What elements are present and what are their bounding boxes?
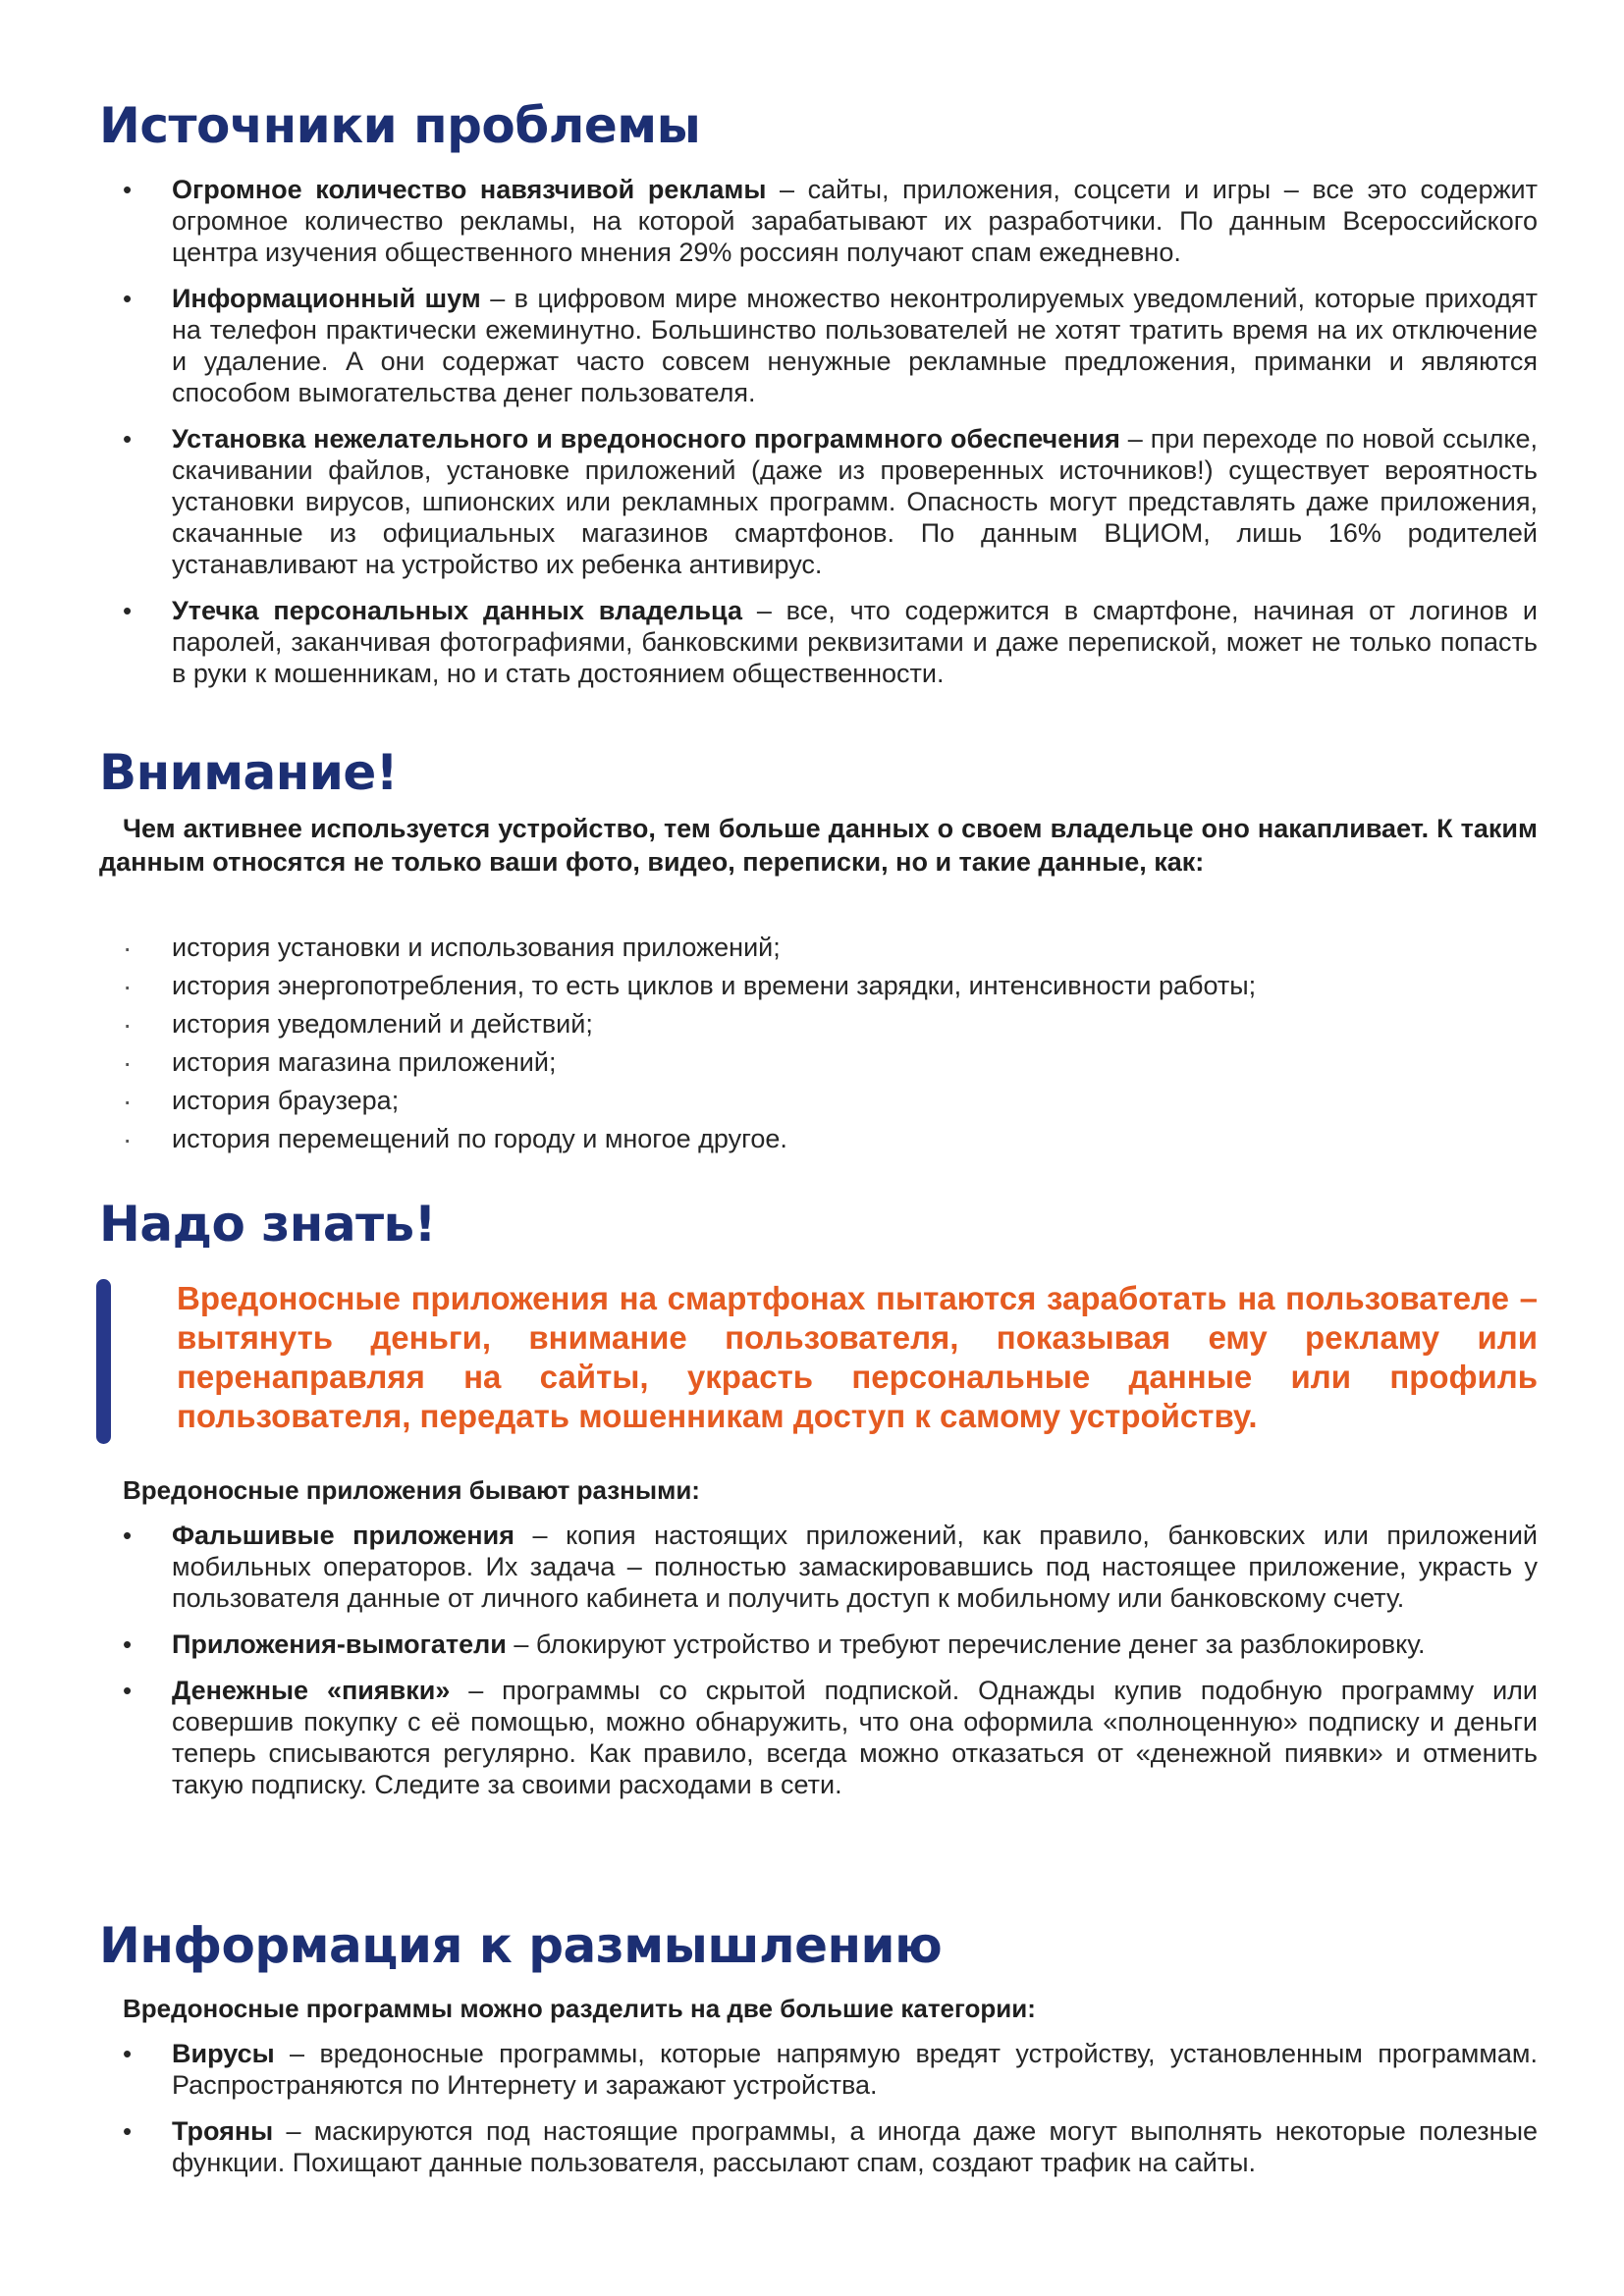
apps-subtitle: Вредоносные приложения бывают разными:: [123, 1475, 700, 1505]
list-item: • Трояны – маскируются под настоящие программы, а иногда даже могут выполнять некоторые полезные функции. Похищают данные пользователя, рассылают спам, создают трафик на сайты.: [123, 2115, 1538, 2178]
list-item: · история магазина приложений;: [123, 1043, 1538, 1082]
callout-accent-bar: [96, 1279, 111, 1444]
sources-heading: Источники проблемы: [99, 97, 701, 154]
know-heading: Надо знать!: [99, 1196, 436, 1253]
list-item: • Приложения-вымогатели – блокируют устройство и требуют перечисление денег за разблокировку.: [123, 1629, 1538, 1660]
list-item: • Утечка персональных данных владельца – все, что содержится в смартфоне, начиная от логинов и паролей, заканчивая фотографиями, банковскими реквизитами и даже перепиской, может не только попасть в руки к мошенникам, но и стать достоянием общественности.: [123, 595, 1538, 689]
list-item: • Установка нежелательного и вредоносного программного обеспечения – при переходе по новой ссылке, скачивании файлов, установке приложений (даже из проверенных источников!) существует вероятность установки вирусов, шпионских или рекламных программ. Опасность могут представлять даже приложения, скачанные из официальных магазинов смартфонов. По данным ВЦИОМ, лишь 16% родителей устанавливают на устройство их ребенка антивирус.: [123, 423, 1538, 580]
callout-text: Вредоносные приложения на смартфонах пытаются заработать на пользователе – вытянуть деньги, внимание пользователя, показывая ему рекламу или перенаправляя на сайты, украсть персональные данные или профиль пользователя, передать мошенникам доступ к самому устройству.: [177, 1280, 1538, 1434]
list-item: • Вирусы – вредоносные программы, которые напрямую вредят устройству, установленным программам. Распространяются по Интернету и заражают устройства.: [123, 2038, 1538, 2101]
attention-heading: Внимание!: [99, 744, 399, 801]
categories-subtitle: Вредоносные программы можно разделить на две большие категории:: [123, 1994, 1036, 2023]
attention-lead: Чем активнее используется устройство, тем больше данных о своем владельце оно накапливает. К таким данным относятся не только ваши фото, видео, переписки, но и такие данные, как:: [99, 814, 1538, 877]
attention-list: [123, 929, 1538, 1158]
list-item: • Денежные «пиявки» – программы со скрытой подпиской. Однажды купив подобную программу или совершив покупку с её помощью, можно обнаружить, что она оформила «полноценную» подписку и деньги теперь списываются регулярно. Как правило, всегда можно отказаться от «денежной пиявки» и отменить такую подписку. Следите за своими расходами в сети.: [123, 1675, 1538, 1800]
list-item: · история уведомлений и действий;: [123, 1005, 1538, 1043]
list-item: • Огромное количество навязчивой рекламы – сайты, приложения, соцсети и игры – все это содержит огромное количество рекламы, на которой зарабатывают их разработчики. По данным Всероссийского центра изучения общественного мнения 29% россиян получают спам ежедневно.: [123, 174, 1538, 268]
categories-list: [123, 2038, 1538, 2193]
list-item: • Фальшивые приложения – копия настоящих приложений, как правило, банковских или приложений мобильных операторов. Их задача – полностью замаскировавшись под настоящее приложение, украсть у пользователя данные от личного кабинета и получить доступ к мобильному или банковскому счету.: [123, 1520, 1538, 1614]
list-item: · история энергопотребления, то есть циклов и времени зарядки, интенсивности работы;: [123, 967, 1538, 1005]
list-item: · история браузера;: [123, 1082, 1538, 1120]
list-item: · история перемещений по городу и многое другое.: [123, 1120, 1538, 1158]
malware-apps-list: [123, 1520, 1538, 1815]
think-heading: Информация к размышлению: [99, 1917, 943, 1974]
sources-list: [123, 174, 1538, 704]
list-item: · история установки и использования приложений;: [123, 929, 1538, 967]
list-item: • Информационный шум – в цифровом мире множество неконтролируемых уведомлений, которые приходят на телефон практически ежеминутно. Большинство пользователей не хотят тратить время на их отключение и удаление. А они содержат часто совсем ненужные рекламные предложения, приманки и являются способом вымогательства денег пользователя.: [123, 283, 1538, 408]
